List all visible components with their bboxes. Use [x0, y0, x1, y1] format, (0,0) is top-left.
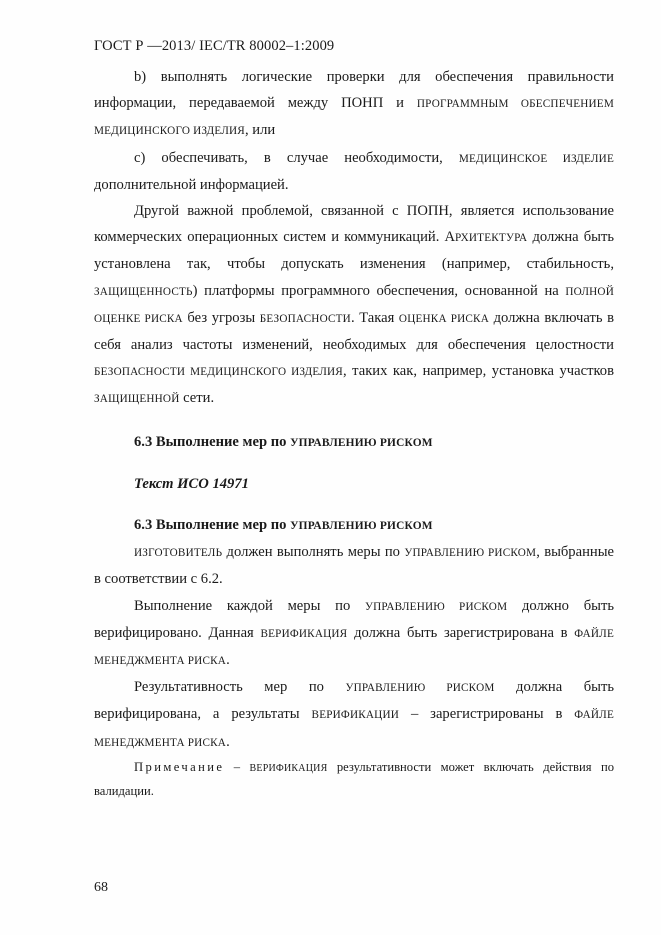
page-number: 68: [94, 880, 108, 895]
text-run: Выполнение каждой меры по: [134, 597, 365, 614]
text-run: 6.3 Выполнение мер по: [134, 517, 291, 534]
page-header: ГОСТ Р —2013/ IEC/TR 80002–1:2009: [94, 38, 335, 54]
small-caps-term: ЗАЩИЩЕННОЙ: [94, 393, 180, 406]
text-run: , таких как, например, установка участков: [342, 363, 614, 380]
text-run: должна быть верифицирована, а результаты: [94, 679, 614, 723]
paragraph-effectiveness: [94, 674, 614, 756]
text-run: дополнительной информацией.: [94, 176, 289, 193]
small-caps-term: ПОЛНОЙ ОЦЕНКЕ РИСКА: [94, 285, 614, 325]
small-caps-term: ОЦЕНКА РИСКА: [398, 312, 489, 325]
text-run: результативности может включать действия по валидации.: [94, 759, 614, 798]
text-run: 6.3 Выполнение мер по: [134, 433, 291, 450]
section-heading-6-3: [94, 429, 614, 456]
small-caps-term: БЕЗОПАСНОСТИ МЕДИЦИНСКОГО ИЗДЕЛИЯ: [94, 366, 343, 379]
paragraph-commercial-os: [94, 198, 614, 413]
small-caps-term: УПРАВЛЕНИЮ РИСКОМ: [404, 547, 537, 560]
small-caps-term: УПРАВЛЕНИЮ РИСКОМ: [290, 520, 433, 533]
page-body: [94, 64, 614, 803]
small-caps-term: УПРАВЛЕНИЮ РИСКОМ: [290, 436, 433, 449]
small-caps-term: ПРОГРАММНЫМ ОБЕСПЕЧЕНИЕМ МЕДИЦИНСКОГО ИЗДЕЛИЯ: [94, 98, 614, 138]
small-caps-term: РХИТЕКТУРА: [455, 232, 528, 245]
text-run: должно быть верифицировано. Данная: [94, 597, 614, 641]
text-run: .: [226, 652, 230, 669]
text-run: , или: [244, 122, 276, 139]
small-caps-term: УПРАВЛЕНИЮ РИСКОМ: [364, 600, 508, 613]
small-caps-term: ЗАЩИЩЕННОСТЬ: [94, 285, 193, 298]
small-caps-term: УПРАВЛЕНИЮ РИСКОМ: [345, 682, 495, 695]
text-run: b) выполнять логические проверки для обеспечения правильности информации, передаваемой между ПОНП и: [94, 69, 614, 112]
small-caps-term: ВЕРИФИКАЦИЯ: [260, 627, 348, 640]
text-run: , выбранные в соответствии с 6.2.: [94, 544, 614, 588]
text-run: должен выполнять меры по: [222, 544, 405, 561]
text-run: c) обеспечивать, в случае необходимости,: [134, 149, 459, 166]
iso-text-heading: Текст ИСО 14971: [134, 475, 249, 492]
text-run: должна быть зарегистрирована в: [347, 624, 575, 641]
text-run: – зарегистрированы в: [399, 706, 575, 723]
text-run: .: [226, 733, 230, 750]
text-run: Другой важной проблемой, связанной с ПОПН, является использование коммерческих операционных систем и коммуникаций. А: [94, 203, 614, 246]
small-caps-term: ИЗГОТОВИТЕЛЬ: [134, 547, 223, 560]
paragraph-verification: [94, 593, 614, 675]
text-run: должна быть установлена так, чтобы допускать изменения (например, стабильность,: [94, 229, 614, 273]
section-heading-6-3-iso: [94, 512, 614, 539]
text-run: ) платформы программного обеспечения, основанной на: [192, 282, 566, 299]
list-item-b: [94, 64, 614, 145]
note-label: Примечание: [134, 759, 225, 774]
note-paragraph: [94, 756, 614, 803]
text-run: сети.: [179, 390, 215, 407]
paragraph-manufacturer: [94, 539, 614, 592]
text-run: Результативность мер по: [134, 679, 346, 696]
small-caps-term: БЕЗОПАСНОСТИ: [259, 312, 351, 325]
list-item-c: [94, 145, 614, 198]
small-caps-term: ВЕРИФИКАЦИЯ: [249, 762, 328, 774]
text-run: . Такая: [350, 309, 399, 326]
small-caps-term: ФАЙЛЕ МЕНЕДЖМЕНТА РИСКА: [94, 627, 614, 668]
small-caps-term: МЕДИЦИНСКОЕ ИЗДЕЛИЕ: [458, 152, 614, 165]
small-caps-term: ФАЙЛЕ МЕНЕДЖМЕНТА РИСКА: [94, 709, 614, 749]
small-caps-term: ВЕРИФИКАЦИИ: [311, 709, 400, 722]
text-run: –: [224, 759, 250, 774]
text-run: без угрозы: [182, 309, 260, 326]
text-run: должна включать в себя анализ частоты изменений, необходимых для обеспечения целостности: [94, 309, 614, 354]
